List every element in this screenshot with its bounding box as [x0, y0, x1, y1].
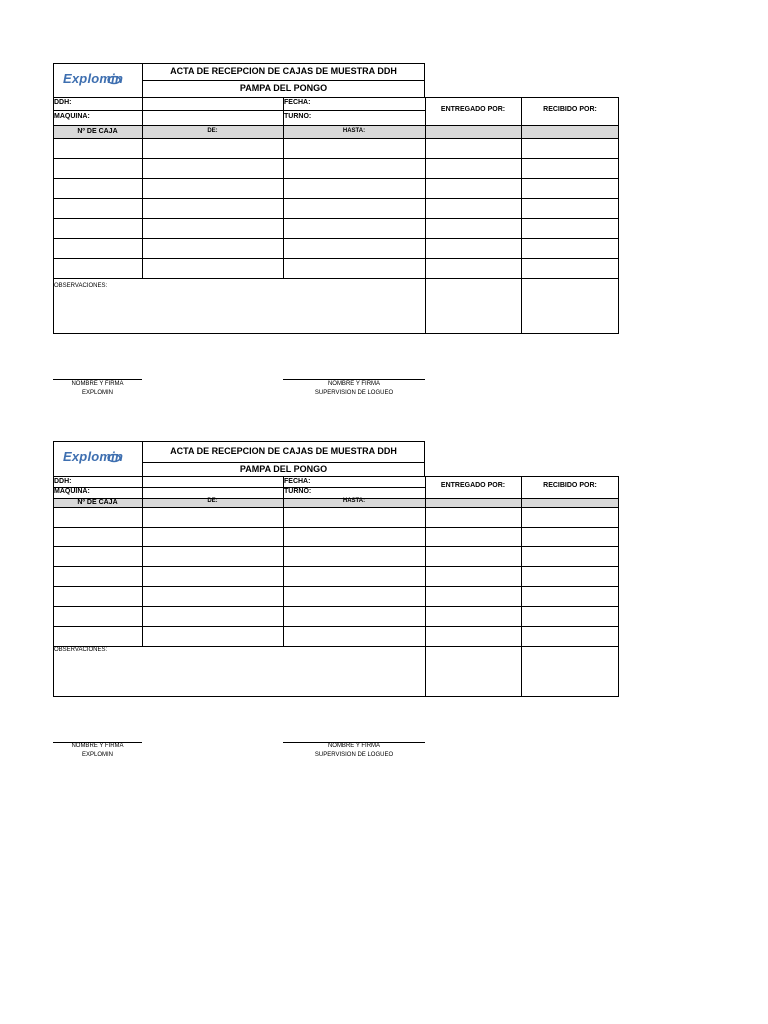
logo-swoosh-icon: [107, 75, 121, 85]
recibido-label: RECIBIDO POR:: [543, 482, 597, 489]
fecha-label: FECHA:: [284, 478, 311, 485]
recibido-label: RECIBIDO POR:: [543, 106, 597, 113]
signature-explomin: NOMBRE Y FIRMA EXPLOMIN: [71, 743, 124, 758]
entregado-label: ENTREGADO POR:: [440, 106, 506, 113]
explomin-logo: [63, 70, 123, 88]
observaciones-label: OBSERVACIONES:: [54, 647, 108, 653]
de-header: DE:: [207, 498, 218, 504]
form-1: [53, 63, 619, 403]
maquina-label: MAQUINA:: [54, 113, 90, 120]
signature-explomin: NOMBRE Y FIRMA EXPLOMIN: [71, 381, 124, 396]
turno-label: TURNO:: [284, 113, 312, 120]
fecha-label: FECHA:: [284, 99, 311, 106]
logo-text: Explomin: [63, 71, 124, 86]
entregado-label: ENTREGADO POR:: [440, 482, 506, 489]
hasta-header: HASTA:: [342, 128, 366, 134]
ddh-label: DDH:: [54, 99, 72, 106]
form-title: ACTA DE RECEPCION DE CAJAS DE MUESTRA DDH: [170, 66, 397, 76]
n-caja-header: Nº DE CAJA: [77, 499, 118, 506]
signature-supervision: NOMBRE Y FIRMA SUPERVISION DE LOGUEO: [314, 743, 394, 758]
explomin-logo: [63, 448, 123, 466]
turno-label: TURNO:: [284, 488, 312, 495]
logo-swoosh-icon: [107, 453, 121, 463]
form-subtitle: PAMPA DEL PONGO: [239, 464, 328, 474]
maquina-label: MAQUINA:: [54, 488, 90, 495]
logo-text: Explomin: [63, 449, 124, 464]
ddh-label: DDH:: [54, 478, 72, 485]
hasta-header: HASTA:: [342, 498, 366, 504]
form-2: [53, 441, 619, 761]
n-caja-header: Nº DE CAJA: [77, 128, 118, 135]
signature-supervision: NOMBRE Y FIRMA SUPERVISION DE LOGUEO: [314, 381, 394, 396]
de-header: DE:: [207, 128, 218, 134]
form-subtitle: PAMPA DEL PONGO: [239, 83, 328, 93]
form-title: ACTA DE RECEPCION DE CAJAS DE MUESTRA DDH: [170, 446, 397, 456]
observaciones-label: OBSERVACIONES:: [54, 283, 108, 289]
